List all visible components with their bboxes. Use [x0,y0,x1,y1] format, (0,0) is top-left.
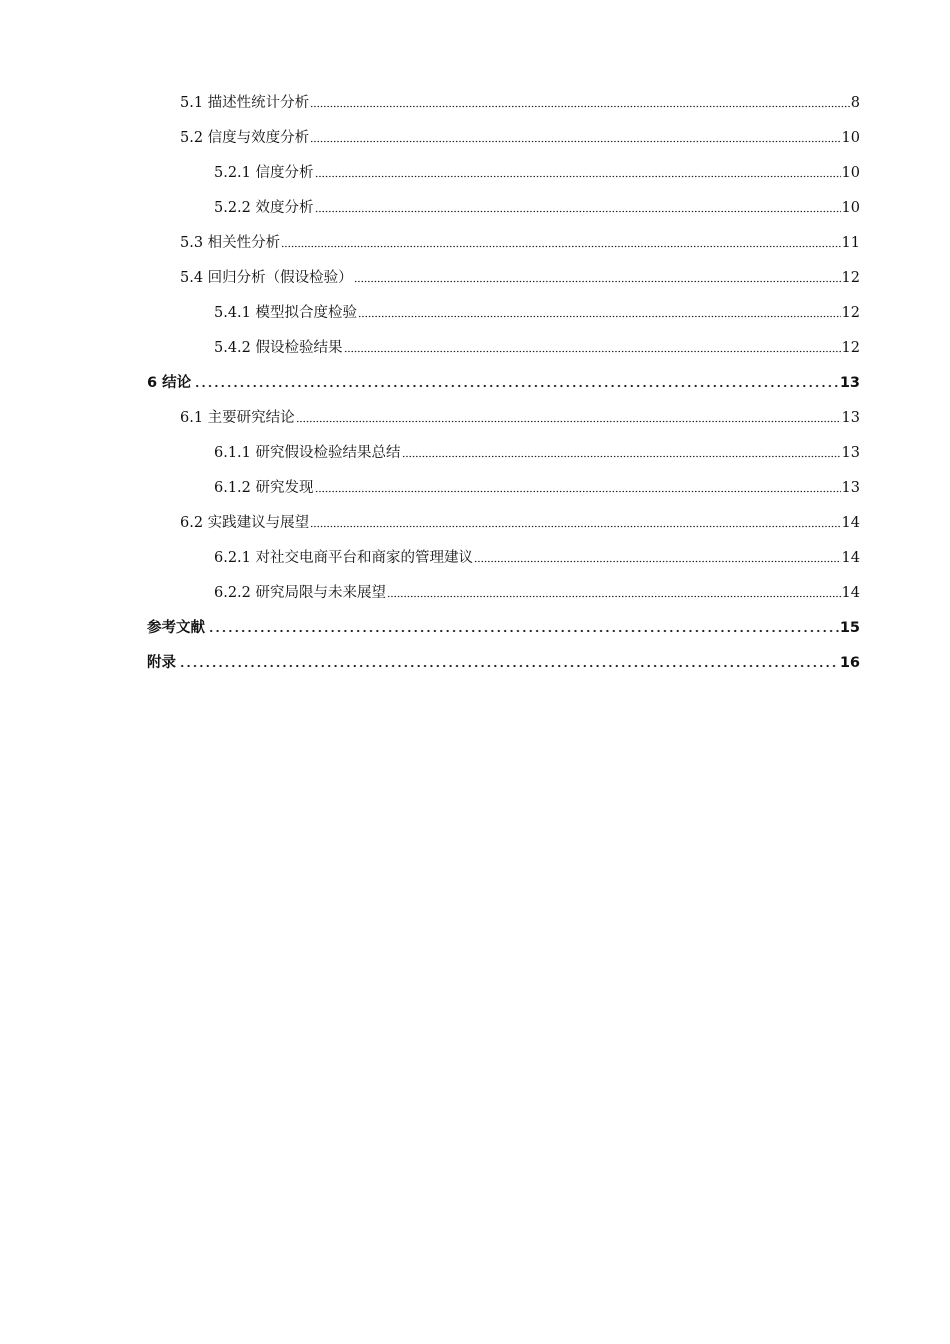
toc-entry-page: 10 [841,165,860,181]
dot-leader [310,129,840,143]
toc-entry-6-1[interactable] [147,401,860,436]
toc-entry-title: 5.3 相关性分析 [180,235,281,251]
dot-leader [315,479,841,493]
toc-entry-6-2-1[interactable] [147,541,860,576]
dot-leader [387,584,841,598]
toc-entry-title: 5.4.1 模型拟合度检验 [214,305,358,321]
dot-leader [206,619,839,633]
toc-entry-title: 5.4.2 假设检验结果 [214,340,343,356]
toc-entry-title: 5.1 描述性统计分析 [180,95,310,111]
toc-entry-page: 10 [841,200,860,216]
toc-entry-appendix[interactable] [147,646,860,681]
toc-entry-6-2[interactable] [147,506,860,541]
toc-entry-title: 6.1.1 研究假设检验结果总结 [214,445,401,461]
toc-entry-page: 13 [841,410,860,426]
dot-leader [192,374,839,388]
toc-entry-5-2-1[interactable] [147,156,860,191]
toc-entry-5-3[interactable] [147,226,860,261]
toc-entry-page: 12 [841,340,860,356]
toc-entry-6[interactable] [147,366,860,401]
dot-leader [315,164,841,178]
toc-entry-page: 13 [841,445,860,461]
toc-entry-title: 5.2 信度与效度分析 [180,130,310,146]
toc-entry-title: 6.2.2 研究局限与未来展望 [214,585,387,601]
toc-entry-title: 6.2 实践建议与展望 [180,515,310,531]
toc-entry-6-1-1[interactable] [147,436,860,471]
dot-leader [474,549,841,563]
toc-entry-title: 6 结论 [147,375,192,391]
table-of-contents [147,86,860,681]
toc-entry-references[interactable] [147,611,860,646]
dot-leader [296,409,841,423]
toc-entry-page: 14 [841,550,860,566]
toc-entry-page: 10 [841,130,860,146]
toc-entry-5-2-2[interactable] [147,191,860,226]
toc-entry-page: 11 [841,235,860,251]
dot-leader [281,234,840,248]
toc-entry-title: 6.2.1 对社交电商平台和商家的管理建议 [214,550,474,566]
toc-entry-page: 12 [841,305,860,321]
toc-entry-page: 15 [839,620,860,636]
toc-entry-5-1[interactable] [147,86,860,121]
toc-entry-title: 参考文献 [147,620,205,636]
toc-entry-title: 5.2.2 效度分析 [214,200,314,216]
dot-leader [344,339,841,353]
dot-leader [402,444,841,458]
toc-entry-5-4[interactable] [147,261,860,296]
toc-entry-title: 6.1.2 研究发现 [214,480,314,496]
dot-leader [310,94,850,108]
dot-leader [358,304,841,318]
toc-entry-page: 13 [841,480,860,496]
dot-leader [177,654,839,668]
dot-leader [354,269,841,283]
toc-entry-5-4-2[interactable] [147,331,860,366]
toc-entry-page: 14 [841,585,860,601]
toc-entry-page: 16 [839,655,860,671]
toc-entry-page: 12 [841,270,860,286]
toc-entry-page: 13 [839,375,860,391]
toc-entry-title: 6.1 主要研究结论 [180,410,295,426]
toc-entry-title: 附录 [147,655,176,671]
toc-entry-5-4-1[interactable] [147,296,860,331]
dot-leader [310,514,840,528]
toc-entry-title: 5.2.1 信度分析 [214,165,314,181]
toc-entry-page: 14 [841,515,860,531]
dot-leader [315,199,841,213]
toc-entry-6-1-2[interactable] [147,471,860,506]
toc-entry-title: 5.4 回归分析（假设检验） [180,270,353,286]
toc-entry-6-2-2[interactable] [147,576,860,611]
toc-entry-5-2[interactable] [147,121,860,156]
toc-entry-page: 8 [850,95,860,111]
